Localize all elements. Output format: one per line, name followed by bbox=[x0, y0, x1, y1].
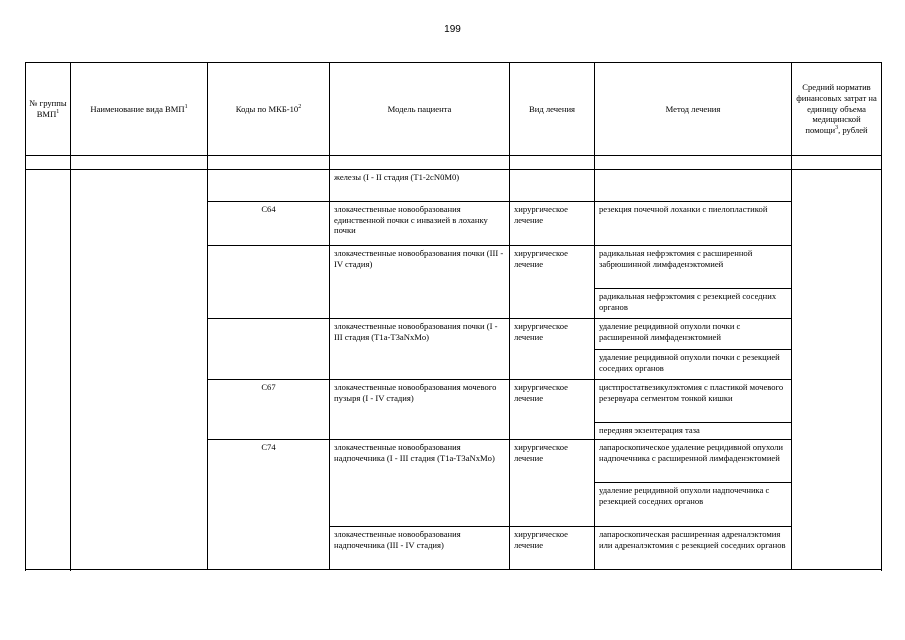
treatment-type-cell: хирургическое лечение bbox=[510, 246, 595, 319]
header-patient-model: Модель пациента bbox=[330, 63, 510, 156]
header-vmp-name: Наименование вида ВМП$^1$ bbox=[71, 63, 208, 156]
vmp-table bbox=[25, 62, 882, 570]
icd-code-cell: C74 bbox=[208, 440, 330, 570]
treatment-method-cell: лапароскопическая расширенная адреналэктомия или адреналэктомия с резекцией соседних органов bbox=[595, 527, 792, 570]
vmp-name-cell bbox=[71, 170, 208, 570]
group-number-cell bbox=[26, 170, 71, 570]
treatment-method-cell bbox=[595, 170, 792, 202]
treatment-method-cell: лапароскопическое удаление рецидивной опухоли надпочечника с расширенной лимфаденэктомией bbox=[595, 440, 792, 483]
page-number: 199 bbox=[444, 24, 461, 35]
treatment-type-cell: хирургическое лечение bbox=[510, 319, 595, 380]
treatment-type-cell: хирургическое лечение bbox=[510, 202, 595, 246]
table-row bbox=[26, 170, 882, 202]
patient-model-cell: злокачественные новообразования почки (I - III стадия (T1a-T3aNxMo) bbox=[330, 319, 510, 380]
patient-model-cell: злокачественные новообразования почки (III - IV стадия) bbox=[330, 246, 510, 319]
icd-code-cell: C67 bbox=[208, 380, 330, 440]
treatment-type-cell: хирургическое лечение bbox=[510, 380, 595, 440]
header-treatment-type: Вид лечения bbox=[510, 63, 595, 156]
icd-code-cell bbox=[208, 246, 330, 319]
patient-model-cell: железы (I - II стадия (T1-2cN0M0) bbox=[330, 170, 510, 202]
icd-code-cell bbox=[208, 319, 330, 380]
header-group-number: № группы ВМП$^1$ bbox=[26, 63, 71, 156]
treatment-method-cell: передняя экзентерация таза bbox=[595, 423, 792, 440]
header-treatment-method: Метод лечения bbox=[595, 63, 792, 156]
treatment-method-cell: удаление рецидивной опухоли надпочечника с резекцией соседних органов bbox=[595, 483, 792, 527]
treatment-method-cell: цистпростатвезикулэктомия с пластикой мочевого резервуара сегментом тонкой кишки bbox=[595, 380, 792, 423]
patient-model-cell: злокачественные новообразования надпочечника (I - III стадия (T1a-T3aNxMo) bbox=[330, 440, 510, 527]
patient-model-cell: злокачественные новообразования единственной почки с инвазией в лоханку почки bbox=[330, 202, 510, 246]
treatment-method-cell: удаление рецидивной опухоли почки с расширенной лимфаденэктомией bbox=[595, 319, 792, 350]
treatment-type-cell: хирургическое лечение bbox=[510, 440, 595, 527]
patient-model-cell: злокачественные новообразования надпочечника (III - IV стадия) bbox=[330, 527, 510, 570]
treatment-method-cell: радикальная нефрэктомия с расширенной забрюшинной лимфаденэктомией bbox=[595, 246, 792, 289]
treatment-method-cell: радикальная нефрэктомия с резекцией соседних органов bbox=[595, 289, 792, 319]
header-average-cost: Средний норматив финансовых затрат на единицу объема медицинской помощи$^3$, рублей bbox=[792, 63, 882, 156]
table-blank-row bbox=[26, 156, 882, 170]
patient-model-cell: злокачественные новообразования мочевого пузыря (I - IV стадия) bbox=[330, 380, 510, 440]
treatment-type-cell bbox=[510, 170, 595, 202]
header-icd-codes: Коды по МКБ-$10^2$ bbox=[208, 63, 330, 156]
treatment-type-cell: хирургическое лечение bbox=[510, 527, 595, 570]
icd-code-cell: C64 bbox=[208, 202, 330, 246]
treatment-method-cell: резекция почечной лоханки с пиелопластикой bbox=[595, 202, 792, 246]
icd-code-cell bbox=[208, 170, 330, 202]
average-cost-cell bbox=[792, 170, 882, 570]
treatment-method-cell: удаление рецидивной опухоли почки с резекцией соседних органов bbox=[595, 350, 792, 380]
table-header-row bbox=[26, 63, 882, 156]
